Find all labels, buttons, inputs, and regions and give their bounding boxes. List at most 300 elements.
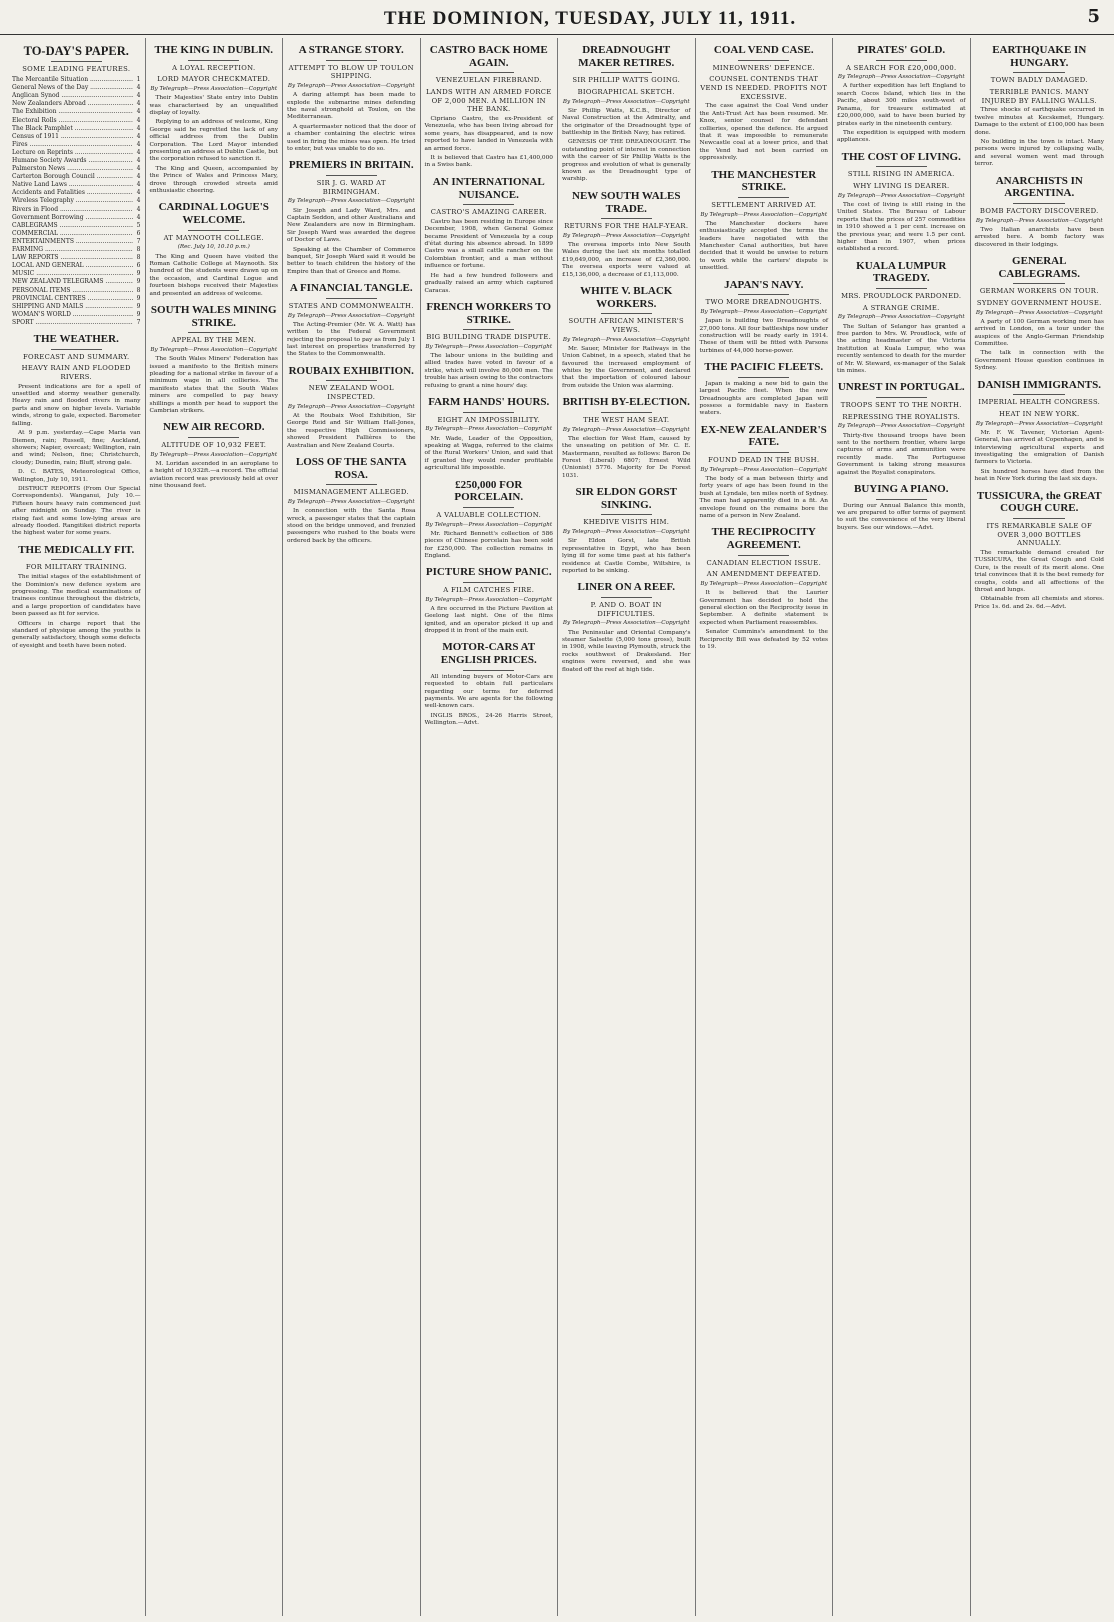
paragraph: Six hundred horses have died from the heat in New York during the last six days.: [974, 468, 1104, 483]
contents-row: [12, 76, 141, 84]
article-byline: By Telegraph—Press Association—Copyright: [700, 466, 828, 473]
newspaper-title: THE DOMINION, TUESDAY, JULY 11, 1911.: [383, 8, 797, 29]
article-body: [425, 674, 554, 728]
article-subhead: A STRANGE CRIME.: [862, 303, 940, 312]
article-deck: SOUTH AFRICAN MINISTER'S VIEWS.: [568, 317, 684, 334]
article-subhead: TERRIBLE PANICS. MANY INJURED BY FALLING WALLS.: [981, 87, 1097, 105]
paragraph: The South Wales Miners' Federation has issued a manifesto to the British miners pleading for a national strike in favour of a minimum wage in all collieries. The manifesto states that the South Wales miners are compelled to pay heavy shillings a month per head to support the Cambrian strikers.: [149, 356, 278, 414]
paragraph: The labour unions in the building and allied trades have voted in favour of a strike, which will involve 80,000 men. The trouble has arisen owing to the contractors refusing to grant a nine hours' day.: [424, 353, 553, 389]
article-headline: KUALA LUMPUR TRAGEDY.: [856, 259, 947, 285]
article-deck: MISMANAGEMENT ALLEGED.: [293, 488, 409, 497]
paragraph: The case against the Coal Vend under the Anti-Trust Act has been resumed. Mr. Knox, senior counsel for defendant collieries, opened the defence. He argued that it was impossible to remunerate Newcastle coal at a lower price, and that the Vend had not been carried on oppressively.: [699, 103, 828, 162]
contents-row: [12, 149, 141, 157]
contents-subtitle: SOME LEADING FEATURES.: [22, 65, 131, 74]
article-body: [700, 221, 829, 273]
paragraph: The election for West Ham, caused by the unseating on petition of Mr. C. E. Mastermann, resulted as follows: Baron De Forest (Liberal) 6807; Ernest Wild (Unionist) 5776. Majority for De Forest 1031.: [562, 435, 691, 479]
page-number: 5: [1087, 6, 1100, 27]
contents-row: [12, 197, 141, 205]
divider: [326, 380, 377, 381]
article: [425, 566, 554, 635]
contents-row: [12, 311, 141, 319]
paragraph: Present indications are for a spell of unsettled and stormy weather generally. Heavy rain and flooded rivers in many parts and snow on higher levels. Variable winds, strong to gale, expected. Barometer falling.: [12, 383, 141, 427]
article-byline: (Rec. July 10, 10.10 p.m.): [177, 244, 250, 251]
contents-row-page: 7: [136, 237, 141, 245]
article-headline: TUSSICURA, the GREAT COUGH CURE.: [976, 489, 1102, 515]
divider: [876, 166, 927, 167]
article: [562, 190, 691, 279]
article-deck: P. AND O. BOAT IN DIFFICULTIES.: [590, 601, 662, 618]
article: [837, 151, 966, 254]
contents-row: [12, 254, 141, 262]
article-subhead: SYDNEY GOVERNMENT HOUSE.: [976, 298, 1102, 307]
article-headline: BRITISH BY-ELECTION.: [562, 396, 690, 409]
contents-row: [12, 230, 141, 238]
article: [287, 365, 416, 450]
article-body: [150, 254, 279, 298]
contents-row: [12, 189, 141, 197]
article-deck: TWO MORE DREADNOUGHTS.: [705, 298, 822, 307]
divider: [1013, 72, 1065, 73]
contents-row-label: Fires .....: [12, 141, 133, 149]
article-body: [700, 476, 829, 520]
article: [562, 486, 691, 575]
contents-row-page: 5: [136, 221, 141, 229]
article-body: [700, 103, 829, 162]
article-byline: By Telegraph—Press Association—Copyright: [287, 83, 415, 90]
contents-row-page: 4: [136, 100, 141, 108]
paragraph: The Manchester dockers have enthusiastically accepted the terms the leaders have negotiated with the Manchester Canal authorities, but have decided that it would be unwise to return to work while the carters' dispute is unsettled.: [699, 220, 828, 272]
article-headline: FARM HANDS' HOURS.: [428, 396, 550, 409]
contents-row: [12, 295, 141, 303]
article-byline: By Telegraph—Press Association—Copyright: [150, 346, 278, 353]
article-headline: NEW AIR RECORD.: [162, 421, 265, 434]
article: [287, 282, 416, 359]
article-headline: UNREST IN PORTUGAL.: [837, 381, 965, 394]
article-body: [700, 381, 829, 418]
article-headline: THE COST OF LIVING.: [841, 150, 961, 163]
contents-row-page: 4: [136, 181, 141, 189]
article: [562, 396, 691, 480]
paragraph: Mr. Sauer, Minister for Railways in the Union Cabinet, in a speech, stated that he favoured the increased employment of whites by the Government, and declared that the importation of coloured labour from outside the Union was alarming.: [562, 345, 691, 389]
contents-row-page: 8: [136, 246, 141, 254]
contents-row-page: 4: [136, 157, 141, 164]
article-body: [12, 574, 141, 650]
article: [700, 424, 829, 521]
article: [975, 44, 1105, 169]
paragraph: Japan is building two Dreadnoughts of 27,000 tons. All four battleships now under construction will be ready early in 1914. These of them will be fitted with Parsons turbines of 44,000 horse-power.: [699, 318, 828, 354]
article-byline: By Telegraph—Press Association—Copyright: [975, 309, 1103, 316]
column-6: [696, 38, 834, 1616]
divider: [876, 499, 927, 500]
article-headline: BUYING A PIANO.: [854, 483, 949, 496]
paragraph: Three shocks of earthquake occurred in twelve minutes at Kecskemet, Hungary. Damage to the extent of £100,000 has been done.: [974, 107, 1104, 136]
paragraph: Two Italian anarchists have been arrested here. A bomb factory was discovered in their lodgings.: [974, 226, 1104, 248]
article-body: [562, 436, 691, 480]
article-headline: CARDINAL LOGUE'S WELCOME.: [158, 201, 269, 227]
article-byline: By Telegraph—Press Association—Copyright: [700, 581, 828, 588]
article: [150, 44, 279, 195]
contents-row: [12, 133, 141, 141]
paragraph: Senator Cummins's amendment to the Reciprocity Bill was defeated by 52 votes to 19.: [699, 629, 828, 651]
article-deck: TOWN BADLY DAMAGED.: [990, 76, 1088, 85]
divider: [188, 60, 239, 61]
article-body: [562, 242, 691, 279]
column-2: [146, 38, 284, 1616]
article-headline: THE RECIPROCITY AGREEMENT.: [711, 526, 816, 551]
divider: [738, 60, 789, 61]
paragraph: Officers in charge report that the standard of physique among the youths is generally satisfactory, though some defects of eyesight and teeth have been noted.: [12, 620, 141, 649]
article-headline: SIR ELDON GORST SINKING.: [575, 486, 677, 511]
divider: [738, 377, 789, 378]
contents-row-page: 4: [136, 213, 141, 221]
article-byline: By Telegraph—Press Association—Copyright: [700, 308, 828, 315]
article-headline: £250,000 FOR PORCELAIN.: [454, 478, 524, 504]
article-byline: By Telegraph—Press Association—Copyright: [425, 426, 553, 433]
article-deck: GERMAN WORKERS ON TOUR.: [979, 287, 1099, 296]
contents-row-page: 4: [136, 165, 141, 173]
contents-row-label: CABLEGRAMS .....: [12, 222, 133, 230]
paragraph: Sir Eldon Gorst, late British representative in Egypt, who has been lying ill for some time past at his father's residence at Castle Combe, Wiltshire, is reported to be sinking.: [562, 538, 691, 574]
article-deck: ATTEMPT TO BLOW UP TOULON SHIPPING.: [288, 63, 414, 81]
article-deck: SIR PHILLIP WATTS GOING.: [572, 76, 681, 85]
article-headline: PIRATES' GOLD.: [857, 44, 946, 56]
article: [837, 44, 966, 145]
divider: [463, 582, 514, 583]
divider: [1013, 203, 1065, 204]
contents-row-label: SHIPPING AND MAILS .....: [12, 303, 133, 311]
article-deck: NEW ZEALAND WOOL INSPECTED.: [308, 384, 394, 402]
divider: [876, 60, 927, 61]
contents-row-label: LOCAL AND GENERAL .....: [12, 262, 133, 270]
article-deck: A FILM CATCHES FIRE.: [443, 585, 535, 594]
article-headline: PREMIERS IN BRITAIN.: [288, 159, 414, 172]
article-headline: GENERAL CABLEGRAMS.: [998, 254, 1081, 280]
article-headline: THE MANCHESTER STRIKE.: [711, 168, 817, 194]
contents-row-page: 4: [136, 140, 141, 148]
divider: [188, 437, 239, 438]
contents-row: [12, 246, 141, 254]
article-byline: By Telegraph—Press Association—Copyright: [425, 343, 553, 350]
contents-row-label: Humane Society Awards .....: [12, 157, 133, 165]
article-deck: VENEZUELAN FIREBRAND.: [435, 76, 542, 85]
divider: [601, 218, 652, 219]
contents-box: [12, 44, 141, 327]
column-8: [971, 38, 1109, 1616]
divider: [463, 329, 514, 330]
paragraph: GENESIS OF THE DREADNOUGHT. The outstanding point of interest in connection with the career of Sir Phillip Watts is the progress and evolution of what is generally known as the Dreadnought type of warship.: [562, 139, 691, 183]
article-subhead: BIOGRAPHICAL SKETCH.: [577, 87, 675, 96]
article: [837, 381, 966, 477]
article-body: [425, 436, 554, 473]
article-body: [837, 83, 966, 144]
divider: [1013, 518, 1065, 519]
divider: [51, 349, 102, 350]
contents-row: [12, 141, 141, 149]
contents-row-page: 4: [136, 116, 141, 124]
article-headline: LOSS OF THE SANTA ROSA.: [295, 455, 407, 481]
article-body: [287, 413, 416, 450]
article: [700, 361, 829, 418]
paragraph: Speaking at the Chamber of Commerce banquet, Sir Joseph Ward said it would be better to teach children the history of the Empire than that of Greece and Rome.: [287, 246, 416, 275]
article-body: [562, 538, 691, 575]
divider: [188, 332, 239, 333]
article: [975, 490, 1105, 612]
article-deck: A VALUABLE COLLECTION.: [436, 510, 542, 519]
article-headline: THE MEDICALLY FIT.: [18, 543, 135, 556]
contents-row-label: PROVINCIAL CENTRES .....: [12, 295, 133, 303]
article-body: [287, 508, 416, 545]
paragraph: The expedition is equipped with modern appliances.: [837, 129, 966, 144]
paragraph: During our Annual Balance this month, we are prepared to offer terms of payment to suit the convenience of the very liberal buyers. See our windows.—Advt.: [837, 502, 966, 531]
contents-row-label: FARMING .....: [12, 246, 133, 254]
article-headline: A STRANGE STORY.: [298, 44, 404, 56]
article-headline: ANARCHISTS IN ARGENTINA.: [995, 174, 1083, 200]
article-body: [562, 630, 691, 674]
contents-row-label: Carterton Borough Council .....: [12, 173, 133, 181]
article: [150, 201, 279, 298]
article-headline: DANISH IMMIGRANTS.: [977, 378, 1101, 391]
contents-row-label: Rivers in Flood .....: [12, 206, 133, 214]
article-body: [975, 227, 1105, 249]
article-body: [700, 318, 829, 355]
article-deck: STILL RISING IN AMERICA.: [847, 170, 955, 179]
article-byline: By Telegraph—Press Association—Copyright: [562, 529, 690, 536]
paragraph: D. C. BATES, Meteorological Office, Wellington, July 10, 1911.: [12, 469, 141, 483]
divider: [326, 175, 377, 176]
article-body: [425, 219, 554, 295]
article-headline: EX-NEW ZEALANDER'S FATE.: [700, 423, 827, 449]
contents-row-page: 4: [136, 108, 141, 116]
article: [287, 456, 416, 545]
paragraph: It is believed that the Laurier Government has decided to hold the general election on the Reciprocity issue in September. A definite statement is expected when Parliament reassembles.: [699, 590, 828, 626]
article-deck: EIGHT AN IMPOSSIBILITY.: [437, 415, 540, 424]
article-headline: SOUTH WALES MINING STRIKE.: [150, 304, 277, 329]
contents-row-page: 9: [136, 270, 141, 278]
article-deck: THE WEST HAM SEAT.: [583, 415, 670, 424]
divider: [188, 230, 239, 231]
paragraph: The oversea imports into New South Wales during the last six months totalled £19,649,000, an increase of £2,360,000. The oversea exports were valued at £15,136,000, a decrease of £1,113,000.: [562, 242, 691, 278]
article: [425, 301, 554, 390]
contents-row-label: PERSONAL ITEMS .....: [12, 287, 133, 295]
paragraph: It is believed that Castro has £1,400,000 in a Swiss bank.: [424, 155, 553, 169]
article: [425, 176, 554, 295]
paragraph: Mr. Wade, Leader of the Opposition, speaking at Wagga, referred to the claims of the Rural Workers' Union, and said that if granted they would render profitable agricultural life impossible.: [424, 435, 553, 472]
article-body: [150, 356, 279, 415]
contents-row-label: NEW ZEALAND TELEGRAMS .....: [12, 278, 133, 286]
column-1: [8, 38, 146, 1616]
contents-row: [12, 100, 141, 108]
article-deck: IMPERIAL HEALTH CONGRESS.: [978, 398, 1101, 407]
contents-row-label: Accidents and Fatalities .....: [12, 189, 133, 197]
article: [975, 379, 1105, 484]
article-body: [975, 107, 1105, 168]
divider: [463, 204, 514, 205]
article-headline: CASTRO BACK HOME AGAIN.: [429, 44, 548, 69]
contents-row-label: The Mercantile Situation .....: [12, 76, 133, 84]
article: [287, 159, 416, 276]
article-deck: BIG BUILDING TRADE DISPUTE.: [426, 333, 552, 342]
paragraph: Their Majesties' State entry into Dublin was characterised by an unqualified display of loyalty.: [149, 95, 278, 116]
article-deck: FOUND DEAD IN THE BUSH.: [708, 456, 820, 465]
article-deck: FOR MILITARY TRAINING.: [25, 563, 127, 572]
divider: [463, 670, 514, 671]
article: [562, 44, 691, 184]
contents-row-page: 7: [136, 318, 141, 326]
article: [837, 483, 966, 532]
article-body: [975, 319, 1105, 373]
contents-row-label: Anglican Synod .....: [12, 92, 133, 100]
article-subhead: WHY LIVING IS DEARER.: [853, 182, 950, 191]
contents-row-page: 8: [136, 286, 141, 294]
contents-row-page: 4: [136, 173, 141, 181]
article-headline: NEW SOUTH WALES TRADE.: [572, 189, 681, 215]
column-5: [558, 38, 696, 1616]
article-body: [287, 208, 416, 277]
article-byline: By Telegraph—Press Association—Copyright: [287, 198, 415, 205]
paragraph: Thirty-five thousand troops have been sent to the northern frontier, where large captures of arms and ammunition were recently made. The Portuguese Government is taking strong measures against the Royalist conspirators.: [837, 432, 966, 476]
article-body: [287, 92, 416, 153]
article-headline: AN INTERNATIONAL NUISANCE.: [432, 175, 545, 201]
article-deck: MRS. PROUDLOCK PARDONED.: [841, 292, 962, 301]
article-headline: ROUBAIX EXHIBITION.: [288, 364, 414, 377]
article: [700, 44, 829, 163]
divider: [601, 313, 652, 314]
article-byline: By Telegraph—Press Association—Copyright: [562, 336, 690, 343]
contents-row-page: 8: [136, 254, 141, 262]
divider: [51, 559, 102, 560]
article-body: [837, 503, 966, 533]
article: [150, 421, 279, 490]
contents-row-label: COMMERCIAL .....: [12, 230, 133, 238]
divider: [326, 484, 377, 485]
article-deck: SETTLEMENT ARRIVED AT.: [711, 200, 817, 209]
contents-row-page: 1: [136, 76, 141, 84]
article-deck: TROOPS SENT TO THE NORTH.: [840, 401, 962, 410]
contents-row: [12, 270, 141, 278]
article: [12, 544, 141, 650]
article-byline: By Telegraph—Press Association—Copyright: [150, 451, 278, 458]
article-body: [425, 116, 554, 170]
contents-row: [12, 303, 141, 311]
article-byline: By Telegraph—Press Association—Copyright: [837, 314, 965, 321]
article-byline: By Telegraph—Press Association—Copyright: [562, 232, 690, 239]
divider: [738, 197, 789, 198]
paragraph: Sir Joseph and Lady Ward, Mrs. and Captain Seddon, and other Australians and New Zealanders are now in Birmingham. Sir Joseph Ward was awarded the degree of Doctor of Laws.: [287, 207, 416, 244]
article-body: [562, 108, 691, 184]
contents-row: [12, 181, 141, 189]
divider: [51, 61, 102, 62]
contents-row: [12, 319, 141, 327]
contents-row-page: 4: [136, 124, 141, 132]
article-body: [837, 433, 966, 477]
article-subhead: REPRESSING THE ROYALISTS.: [842, 412, 961, 421]
article-byline: By Telegraph—Press Association—Copyright: [150, 86, 278, 93]
contents-row: [12, 173, 141, 181]
contents-list: [12, 76, 141, 327]
contents-row-page: 4: [136, 189, 141, 197]
contents-row: [12, 278, 141, 286]
divider: [601, 72, 652, 73]
contents-row-label: LAW REPORTS .....: [12, 254, 133, 262]
columns: [8, 38, 1108, 1616]
article-deck: ITS REMARKABLE SALE OF OVER 3,000 BOTTLES ANNUALLY.: [986, 521, 1093, 548]
contents-row: [12, 262, 141, 270]
paragraph: DISTRICT REPORTS (From Our Special Correspondents). Wanganui, July 10.—Fifteen hours heavy rain commenced just after midnight on Sunday. The river is rising fast and some low-lying areas are already flooded. Rangitikei district reports the highest water for some years.: [12, 485, 141, 537]
paragraph: All intending buyers of Motor-Cars are requested to obtain full particulars regarding our terms for deferred payments. We are agents for the following well-known cars.: [424, 673, 553, 710]
contents-row-label: The Black Pamphlet .....: [12, 125, 133, 133]
contents-row-page: 6: [136, 229, 141, 237]
divider: [463, 72, 514, 73]
article-deck: AT MAYNOOTH COLLEGE.: [163, 233, 264, 242]
article-body: [975, 430, 1105, 484]
article-headline: THE PACIFIC FLEETS.: [704, 361, 824, 374]
article-deck: SIR J. G. WARD AT BIRMINGHAM.: [316, 179, 386, 196]
contents-row-page: 9: [136, 302, 141, 310]
paragraph: The talk in connection with the Government House question continues in Sydney.: [974, 350, 1104, 372]
contents-row-label: Census of 1911 .....: [12, 133, 133, 141]
contents-row-page: 4: [136, 205, 141, 213]
article: [425, 396, 554, 473]
contents-row: [12, 108, 141, 116]
article: [150, 304, 279, 415]
contents-row-label: Palmerston News .....: [12, 165, 133, 173]
paragraph: At 9 p.m. yesterday.—Cape Maria van Diemen, rain; Russell, fine; Auckland, showers; Napier, overcast; Wellington, rain and wind; Nelson, fine; Christchurch, cloudy; Dunedin, rain; Bluff, strong gale.: [12, 430, 141, 466]
article: [700, 526, 829, 651]
paragraph: Replying to an address of welcome, King George said he regretted the lack of any official address from the Dublin Corporation. The Lord Mayor intended presenting an address at Dublin Castle, but the corporation refused to sanction it.: [149, 119, 278, 163]
contents-row-label: Electoral Rolls .....: [12, 117, 133, 125]
article: [837, 260, 966, 376]
article-body: [150, 95, 279, 195]
paragraph: Mr. F. W. Tavener, Victorian Agent-General, has arrived at Copenhagen, and is interviewing agricultural experts and investigating the emigration of Danish farmers to Victoria.: [974, 429, 1104, 466]
divider: [1013, 283, 1065, 284]
article-byline: By Telegraph—Press Association—Copyright: [287, 312, 415, 319]
article: [975, 255, 1105, 373]
contents-row-label: WOMAN'S WORLD .....: [12, 311, 133, 319]
article-byline: By Telegraph—Press Association—Copyright: [975, 420, 1103, 427]
article-body: [700, 590, 829, 651]
contents-row-label: The Exhibition .....: [12, 108, 133, 116]
article-deck: A SEARCH FOR £20,000,000.: [846, 63, 957, 72]
article-headline: A FINANCIAL TANGLE.: [289, 282, 413, 295]
article-deck: CASTRO'S AMAZING CAREER.: [430, 208, 547, 217]
article-subhead: COUNSEL CONTENDS THAT VEND IS NEEDED. PROFITS NOT EXCESSIVE.: [700, 75, 828, 101]
contents-row-label: Native Land Laws .....: [12, 181, 133, 189]
paragraph: A party of 100 German working men has arrived in London, on a tour under the auspices of the Anglo-German Friendship Committee.: [974, 318, 1104, 347]
article-headline: PICTURE SHOW PANIC.: [425, 566, 552, 579]
divider: [876, 397, 927, 398]
article-body: [425, 606, 554, 636]
article: [287, 44, 416, 153]
masthead: [0, 0, 1114, 35]
article-byline: By Telegraph—Press Association—Copyright: [975, 217, 1103, 224]
paragraph: Sir Phillip Watts, K.C.B., Director of Naval Construction at the Admiralty, and the originator of the Dreadnought type of battleship in the British Navy, has retired.: [562, 107, 691, 137]
contents-row-page: 9: [136, 278, 141, 286]
divider: [601, 597, 652, 598]
divider: [601, 412, 652, 413]
article: [700, 279, 829, 356]
paragraph: Obtainable from all chemists and stores. Price 1s. 6d. and 2s. 6d.—Advt.: [974, 596, 1104, 610]
contents-row-page: 4: [136, 132, 141, 140]
paragraph: The Sultan of Selangor has granted a free pardon to Mrs. W. Proudlock, wife of the acting headmaster of the Victoria Institution at Kuala Lumpur, who was recently sentenced to death for the murder of Mr. W. Steward, ex-manager of the Salak tin mines.: [837, 323, 966, 374]
article-headline: FRENCH WORKERS TO STRIKE.: [426, 300, 552, 326]
contents-row-page: 4: [136, 84, 141, 92]
contents-row-page: 9: [136, 294, 141, 302]
contents-row: [12, 222, 141, 230]
contents-row-page: 6: [136, 262, 141, 270]
article-byline: By Telegraph—Press Association—Copyright: [425, 521, 553, 528]
contents-row: [12, 214, 141, 222]
article-deck: BOMB FACTORY DISCOVERED.: [979, 206, 1099, 215]
